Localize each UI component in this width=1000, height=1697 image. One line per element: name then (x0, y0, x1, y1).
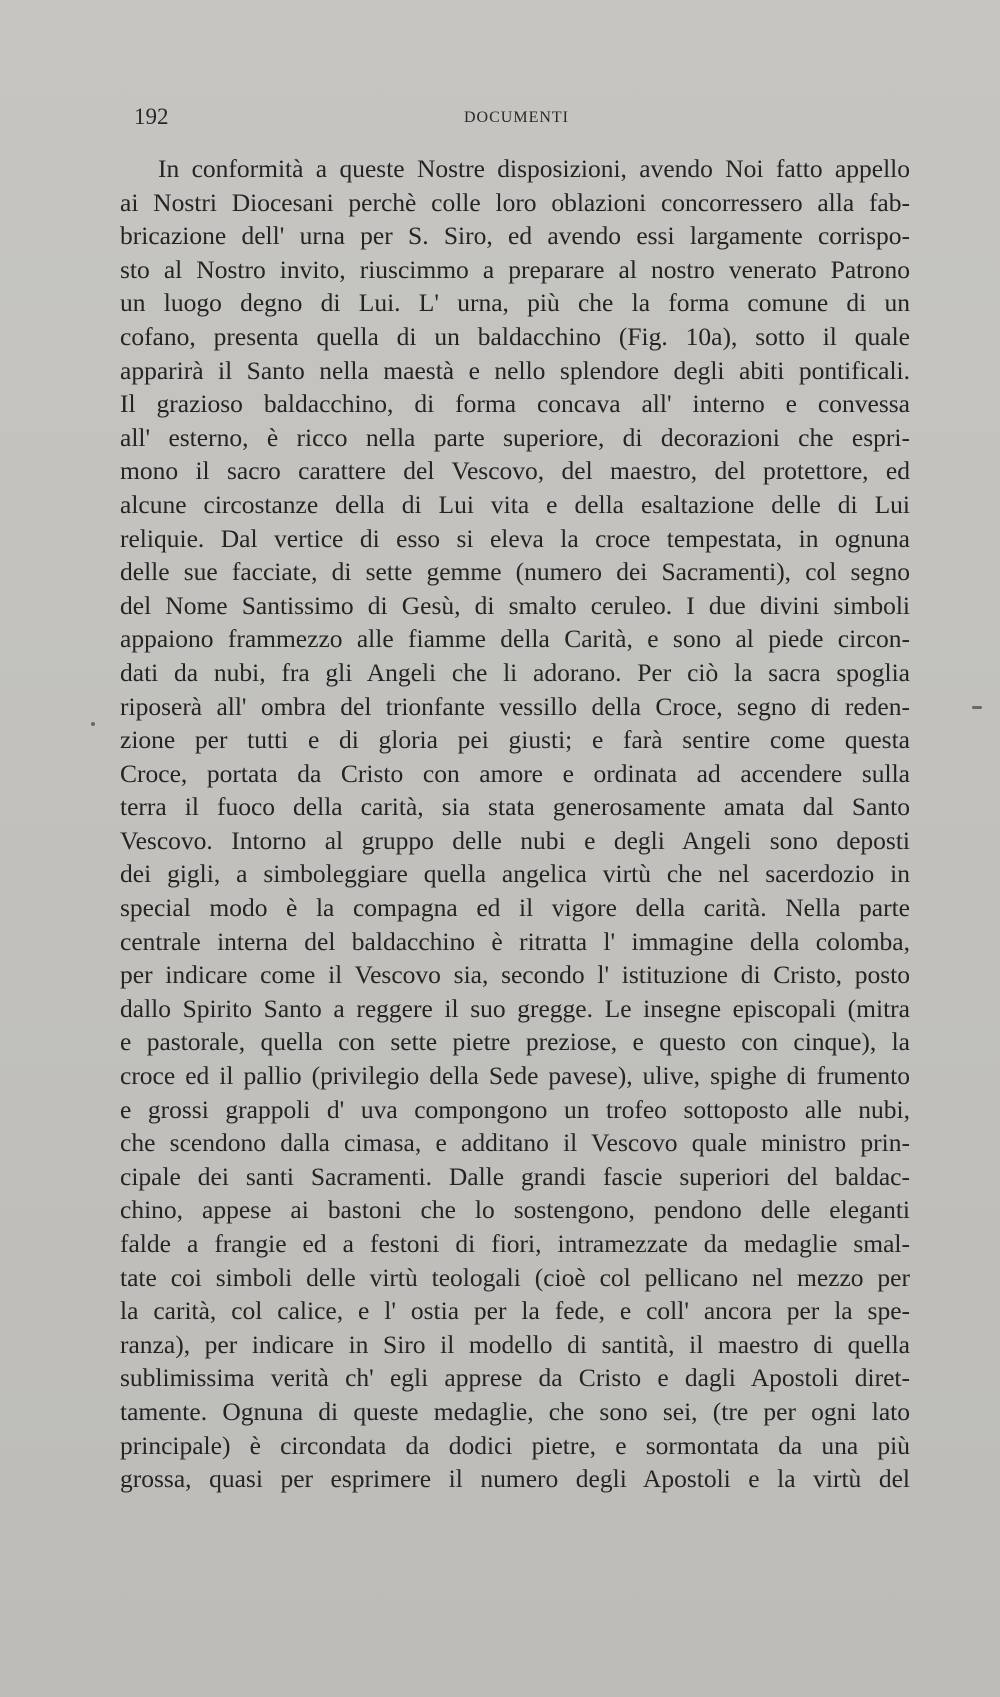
text-line: che scendono dalla cimasa, e additano il Vescovo quale ministro prin- (120, 1128, 910, 1158)
scan-speck (972, 706, 982, 709)
text-line: reliquie. Dal vertice di esso si eleva la croce tempestata, in ognuna (120, 523, 910, 553)
text-line: ai Nostri Diocesani perchè colle loro oblazioni concorressero alla fab- (120, 187, 910, 217)
text-line: dallo Spirito Santo a reggere il suo gregge. Le insegne episcopali (mitra (120, 993, 910, 1023)
text-line: grossa, quasi per esprimere il numero degli Apostoli e la virtù del (120, 1464, 910, 1494)
text-line: e pastorale, quella con sette pietre preziose, e questo con cinque), la (120, 1027, 910, 1057)
text-line: sto al Nostro invito, riuscimmo a preparare al nostro venerato Patrono (120, 254, 910, 284)
text-line: Vescovo. Intorno al gruppo delle nubi e degli Angeli sono deposti (120, 825, 910, 855)
text-line: principale) è circondata da dodici pietre, e sormontata da una più (120, 1430, 910, 1460)
page-header (134, 104, 894, 134)
text-line: centrale interna del baldacchino è ritratta l' immagine della colomba, (120, 926, 910, 956)
text-line: riposerà all' ombra del trionfante vessillo della Croce, segno di reden- (120, 691, 910, 721)
text-line: mono il sacro carattere del Vescovo, del maestro, del protettore, ed (120, 456, 910, 486)
text-line: per indicare come il Vescovo sia, secondo l' istituzione di Cristo, posto (120, 960, 910, 990)
text-line: ranza), per indicare in Siro il modello di santità, il maestro di quella (120, 1329, 910, 1359)
text-line: Croce, portata da Cristo con amore e ordinata ad accendere sulla (120, 758, 910, 788)
text-line: tamente. Ognuna di queste medaglie, che sono sei, (tre per ogni lato (120, 1396, 910, 1426)
text-line: chino, appese ai bastoni che lo sostengono, pendono delle eleganti (120, 1195, 910, 1225)
text-line: special modo è la compagna ed il vigore della carità. Nella parte (120, 893, 910, 923)
text-line: dati da nubi, fra gli Angeli che li adorano. Per ciò la sacra spoglia (120, 657, 910, 687)
text-line: alcune circostanze della di Lui vita e della esaltazione delle di Lui (120, 489, 910, 519)
page-number: 192 (134, 104, 169, 129)
text-line: falde a frangie ed a festoni di fiori, intramezzate da medaglie smal- (120, 1229, 910, 1258)
text-line: zione per tutti e di gloria pei giusti; e farà sentire come questa (120, 725, 910, 755)
text-line: delle sue facciate, di sette gemme (numero dei Sacramenti), col segno (120, 557, 910, 587)
text-line: appaiono frammezzo alle fiamme della Carità, e sono al piede circon- (120, 624, 910, 654)
text-line: all' esterno, è ricco nella parte superiore, di decorazioni che espri- (120, 422, 910, 452)
body-paragraph (120, 152, 910, 1496)
running-head: DOCUMENTI (464, 109, 569, 126)
scan-speck (91, 722, 95, 726)
text-line: del Nome Santissimo di Gesù, di smalto ceruleo. I due divini simboli (120, 590, 910, 620)
text-line: terra il fuoco della carità, sia stata generosamente amata dal Santo (120, 792, 910, 822)
text-line: Il grazioso baldacchino, di forma concava all' interno e convessa (120, 389, 910, 419)
text-line: un luogo degno di Lui. L' urna, più che la forma comune di un (120, 288, 910, 318)
text-line: dei gigli, a simboleggiare quella angelica virtù che nel sacerdozio in (120, 859, 910, 889)
text-line: sublimissima verità ch' egli apprese da Cristo e dagli Apostoli diret- (120, 1363, 910, 1393)
text-line: apparirà il Santo nella maestà e nello splendore degli abiti pontificali. (120, 355, 910, 385)
text-line: e grossi grappoli d' uva compongono un trofeo sottoposto alle nubi, (120, 1094, 910, 1124)
text-line: bricazione dell' urna per S. Siro, ed avendo essi largamente corrispo- (120, 221, 910, 251)
text-line: la carità, col calice, e l' ostia per la fede, e coll' ancora per la spe- (120, 1296, 910, 1326)
text-line: cofano, presenta quella di un baldacchino (Fig. 10a), sotto il quale (120, 321, 910, 351)
text-line: cipale dei santi Sacramenti. Dalle grandi fascie superiori del baldac- (120, 1161, 910, 1191)
text-line: croce ed il pallio (privilegio della Sede pavese), ulive, spighe di frumento (120, 1061, 910, 1091)
text-line: In conformità a queste Nostre disposizioni, avendo Noi fatto appello (158, 154, 910, 183)
text-line: tate coi simboli delle virtù teologali (cioè col pellicano nel mezzo per (120, 1262, 910, 1292)
